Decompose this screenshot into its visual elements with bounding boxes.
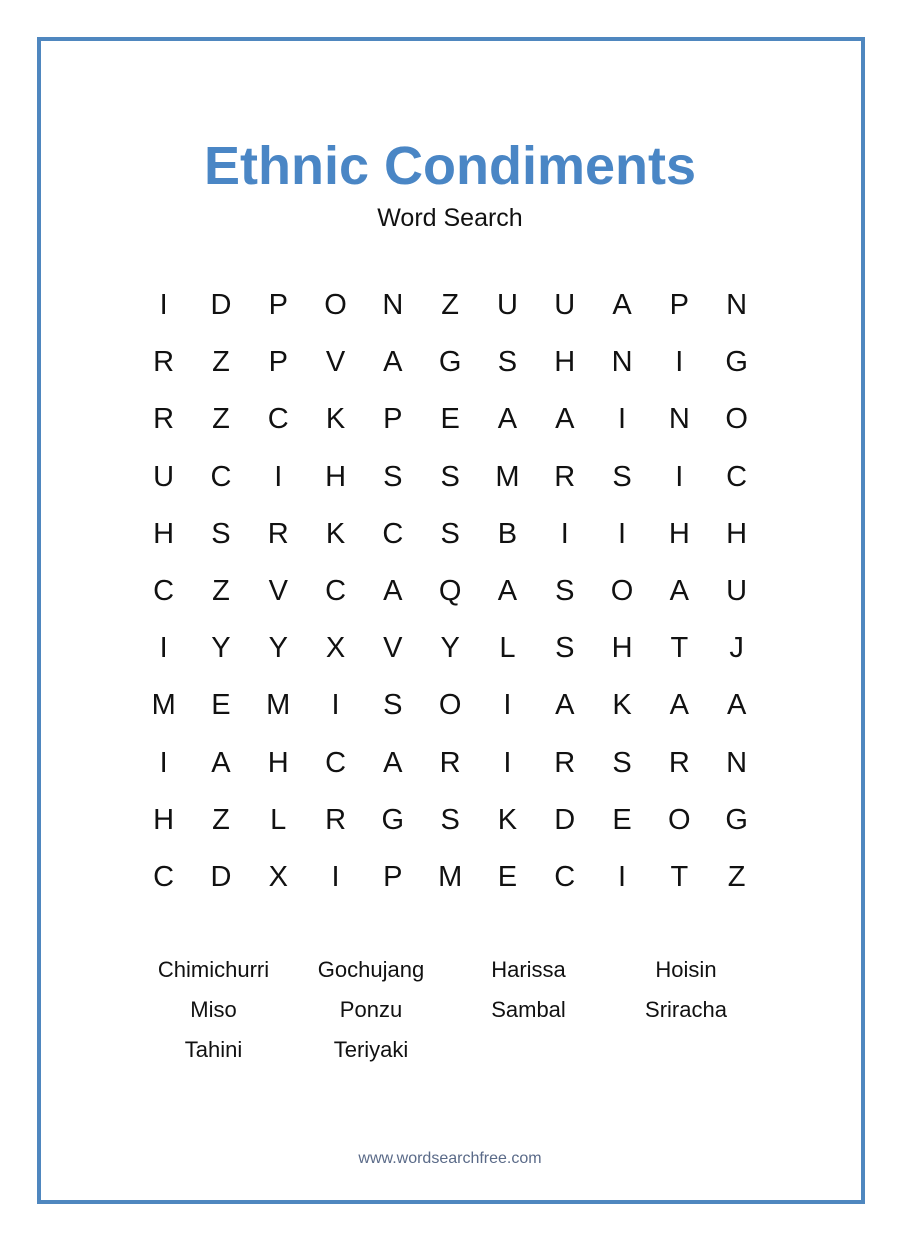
grid-letter[interactable]: R (153, 346, 175, 379)
grid-letter[interactable]: Y (268, 632, 288, 665)
grid-letter[interactable]: U (496, 289, 518, 321)
grid-letter[interactable]: O (725, 403, 748, 436)
grid-letter[interactable]: S (555, 632, 575, 665)
word-list-item: Ponzu (339, 997, 403, 1022)
grid-letter[interactable]: H (668, 517, 690, 550)
grid-letter[interactable]: Z (212, 346, 230, 379)
grid-letter[interactable]: E (497, 861, 518, 893)
grid-letter[interactable]: O (438, 689, 462, 722)
grid-letter[interactable]: V (268, 575, 288, 607)
grid-letter[interactable]: I (618, 861, 627, 893)
puzzle-title: Ethnic Condiments (203, 136, 696, 196)
grid-letter[interactable]: G (381, 803, 405, 836)
grid-letter[interactable]: U (153, 460, 175, 493)
grid-letter[interactable]: R (325, 803, 347, 836)
grid-letter[interactable]: M (266, 689, 291, 722)
grid-letter[interactable]: Z (212, 403, 230, 436)
grid-letter[interactable]: C (210, 460, 232, 493)
grid-letter[interactable]: I (618, 403, 627, 436)
grid-letter[interactable]: N (382, 289, 404, 321)
grid-letter[interactable]: K (497, 803, 518, 836)
grid-letter[interactable]: Z (212, 575, 230, 607)
grid-letter[interactable]: M (438, 861, 463, 893)
grid-letter[interactable]: O (668, 803, 691, 836)
grid-letter[interactable]: C (325, 575, 347, 607)
grid-letter[interactable]: V (383, 632, 403, 665)
grid-letter[interactable]: R (267, 517, 289, 550)
grid-letter[interactable]: K (325, 403, 346, 436)
grid-letter[interactable]: N (611, 346, 633, 379)
grid-letter[interactable]: C (325, 746, 347, 779)
grid-letter[interactable]: H (325, 460, 347, 493)
grid-letter[interactable]: A (211, 746, 231, 779)
grid-letter[interactable]: I (503, 689, 512, 722)
grid-letter[interactable]: L (499, 632, 516, 665)
grid-letter[interactable]: R (153, 403, 175, 436)
grid-letter[interactable]: Z (441, 289, 459, 321)
grid-letter[interactable]: I (331, 689, 340, 722)
grid-letter[interactable]: A (669, 575, 689, 607)
grid-letter[interactable]: O (610, 575, 634, 607)
grid-letter[interactable]: X (268, 861, 288, 893)
grid-letter[interactable]: L (270, 803, 287, 836)
grid-letter[interactable]: J (729, 632, 744, 665)
grid-letter[interactable]: C (726, 460, 748, 493)
word-list-item: Sriracha (645, 997, 727, 1022)
puzzle-subtitle: Word Search (377, 204, 523, 232)
grid-letter[interactable]: R (439, 746, 461, 779)
word-list-item: Sambal (491, 997, 566, 1022)
letter-grid[interactable] (135, 277, 765, 907)
grid-letter[interactable]: B (497, 517, 518, 550)
grid-letter[interactable]: P (268, 346, 288, 379)
grid-letter[interactable]: C (382, 517, 404, 550)
grid-letter[interactable]: R (554, 746, 576, 779)
grid-letter[interactable]: T (670, 632, 689, 665)
grid-letter[interactable]: I (618, 517, 627, 550)
grid-letter[interactable]: T (670, 861, 689, 893)
grid-letter[interactable]: H (554, 346, 576, 379)
grid-letter[interactable]: A (726, 689, 747, 722)
word-list-item: Chimichurri (157, 957, 270, 982)
grid-letter[interactable]: I (274, 460, 283, 493)
grid-letter[interactable]: Y (211, 632, 231, 665)
grid-letter[interactable]: I (159, 632, 168, 665)
word-list-item: Hoisin (655, 957, 717, 982)
grid-letter[interactable]: R (668, 746, 690, 779)
grid-letter[interactable]: I (675, 460, 684, 493)
grid-letter[interactable]: N (726, 289, 748, 321)
grid-letter[interactable]: C (554, 861, 576, 893)
grid-letter[interactable]: A (383, 746, 403, 779)
word-list-item: Miso (190, 997, 237, 1022)
grid-letter[interactable]: H (611, 632, 633, 665)
grid-letter[interactable]: A (555, 403, 575, 436)
grid-letter[interactable]: E (440, 403, 460, 436)
grid-letter[interactable]: H (726, 517, 748, 550)
word-list-item: Teriyaki (333, 1037, 409, 1062)
grid-letter[interactable]: C (153, 575, 175, 607)
grid-letter[interactable]: S (383, 460, 403, 493)
grid-letter[interactable]: P (383, 861, 403, 893)
grid-letter[interactable]: A (497, 403, 518, 436)
grid-letter[interactable]: S (612, 460, 632, 493)
grid-letter[interactable]: S (211, 517, 231, 550)
grid-letter[interactable]: G (438, 346, 462, 379)
grid-letter[interactable]: I (331, 861, 340, 893)
grid-letter[interactable]: A (612, 289, 632, 321)
grid-letter[interactable]: O (324, 289, 347, 321)
grid-letter[interactable]: H (267, 746, 289, 779)
grid-letter[interactable]: M (495, 460, 520, 493)
grid-letter[interactable]: I (503, 746, 512, 779)
grid-letter[interactable]: R (554, 460, 576, 493)
grid-letter[interactable]: D (210, 861, 232, 893)
grid-letter[interactable]: A (555, 689, 575, 722)
grid-letter[interactable]: S (497, 346, 518, 379)
grid-letter[interactable]: N (668, 403, 690, 436)
grid-letter[interactable]: S (555, 575, 575, 607)
grid-letter[interactable]: S (440, 517, 460, 550)
grid-letter[interactable]: C (153, 861, 175, 893)
grid-letter[interactable]: A (669, 689, 689, 722)
grid-letter[interactable]: G (725, 346, 748, 379)
grid-letter[interactable]: S (383, 689, 403, 722)
word-list-item: Harissa (491, 957, 566, 982)
grid-letter[interactable]: S (440, 803, 460, 836)
grid-letter[interactable]: D (554, 803, 576, 836)
grid-letter[interactable]: A (383, 346, 403, 379)
grid-letter[interactable]: U (554, 289, 576, 321)
grid-letter[interactable]: S (612, 746, 632, 779)
grid-letter[interactable]: I (159, 289, 168, 321)
grid-letter[interactable]: M (151, 689, 176, 722)
grid-letter[interactable]: X (325, 632, 346, 665)
grid-letter[interactable]: Z (727, 861, 746, 893)
grid-letter[interactable]: E (612, 803, 632, 836)
grid-letter[interactable]: Q (438, 575, 462, 607)
grid-letter[interactable]: G (725, 803, 748, 836)
footer-url[interactable]: www.wordsearchfree.com (358, 1150, 542, 1167)
grid-letter[interactable]: P (669, 289, 689, 321)
grid-letter[interactable]: N (726, 746, 748, 779)
word-list-item: Gochujang (317, 957, 425, 982)
grid-letter[interactable]: H (153, 803, 175, 836)
grid-letter[interactable]: H (153, 517, 175, 550)
grid-letter[interactable]: I (560, 517, 569, 550)
word-list-item: Tahini (184, 1037, 243, 1062)
grid-letter[interactable]: C (267, 403, 289, 436)
grid-letter[interactable]: V (325, 346, 346, 379)
grid-letter[interactable]: I (675, 346, 684, 379)
grid-letter[interactable]: Y (440, 632, 460, 665)
grid-letter[interactable]: Z (212, 803, 230, 836)
grid-letter[interactable]: K (612, 689, 632, 722)
grid-letter[interactable]: I (159, 746, 168, 779)
grid-letter[interactable]: A (497, 575, 518, 607)
grid-letter[interactable]: P (383, 403, 403, 436)
grid-letter[interactable]: K (325, 517, 346, 550)
grid-letter[interactable]: S (440, 460, 460, 493)
grid-letter[interactable]: U (726, 575, 748, 607)
grid-letter[interactable]: D (210, 289, 232, 321)
grid-letter[interactable]: E (211, 689, 231, 722)
grid-letter[interactable]: A (383, 575, 403, 607)
grid-letter[interactable]: P (268, 289, 288, 321)
